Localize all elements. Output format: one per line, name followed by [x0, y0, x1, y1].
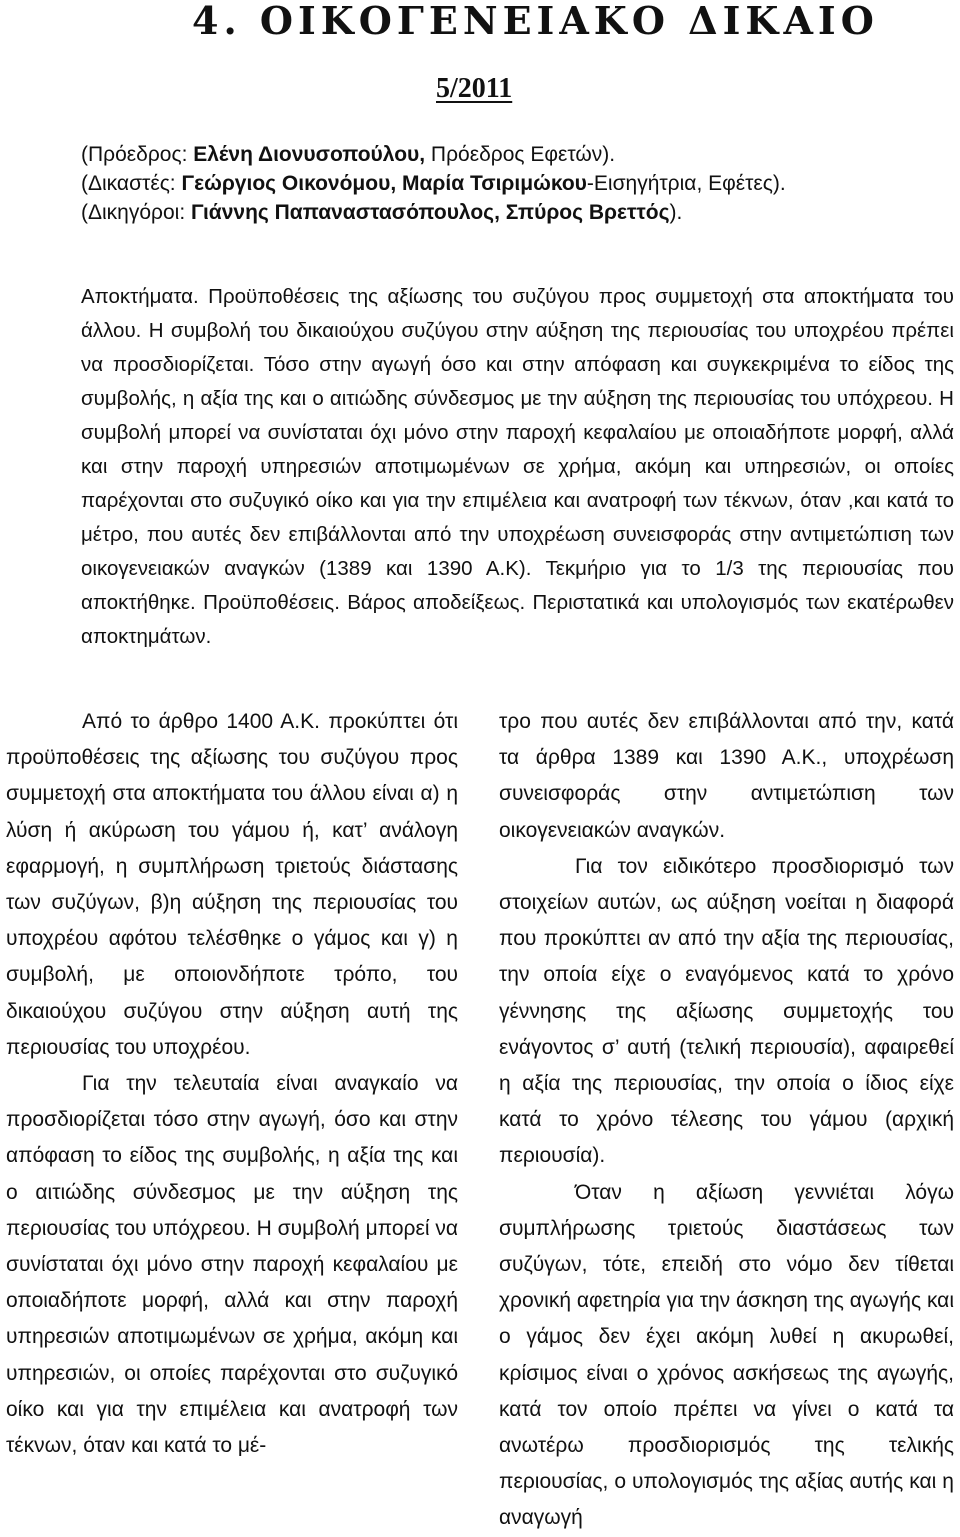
headnote-summary: Αποκτήματα. Προϋποθέσεις της αξίωσης του συζύγου προς συμμετοχή στα αποκτήματα του άλλου. Η συμβολή του δικαιούχου συζύγου στην αύξηση της περιουσίας του υποχρέου πρέπει να προσδιορίζεται. Τόσο στην αγωγή όσο και στην απόφαση και συγκεκριμένα το είδος της συμβολής, η αξία της και ο αιτιώδης σύνδεσμος με την αύξηση της περιουσίας του υπόχρεου. Η συμβολή μπορεί να συνίσταται όχι μόνο στην παροχή κεφαλαίου με οποιαδήποτε μορφή, αλλά και στην παροχή υπηρεσιών αποτιμωμένων σε χρήμα, ακόμη και υπηρεσιών, οι οποίες παρέχονται στο συζυγικό οίκο και για την επιμέλεια και ανατροφή των τέκνων, όταν ,και κατά το μέτρο, που αυτές δεν επιβάλλονται από την υποχρέωση συνεισφοράς στην αντιμετώπιση των οικογενειακών αναγκών (1389 και 1390 Α.Κ). Τεκμήριο για το 1/3 της περιουσίας που αποκτήθηκε. Προϋποθέσεις. Βάρος αποδείξεως. Περιστατικά και υπολογισμός των εκατέρωθεν αποκτημάτων. — [81, 285, 954, 648]
body-paragraph: Όταν η αξίωση γεννιέται λόγω συμπλήρωσης τριετούς διαστάσεως των συζύγων, τότε, επειδή στο νόμο δεν τίθεται χρονική αφετηρία για την άσκηση της αγωγής και ο γάμος δεν έχει ακόμη λυθεί η ακυρωθεί, κρίσιμος είναι ο χρόνος ασκήσεως της αγωγής, κατά τον οποίο πρέπει να γίνει ο κατά τα ανωτέρω προσδιορισμός της τελικής περιουσίας, ο υπολογισμός της αξίας αυτής και η αναγωγή — [499, 1180, 954, 1530]
judges-suffix: -Εισηγήτρια, Εφέτες). — [586, 172, 786, 195]
court-composition — [81, 140, 786, 227]
lawyers-names: Γιάννης Παπαναστασόπουλος, Σπύρος Βρεττός — [191, 201, 670, 224]
lawyers-prefix: (Δικηγόροι: — [81, 201, 192, 224]
judges-names: Γεώργιος Οικονόμου, Μαρία Τσιριμώκου — [181, 172, 587, 195]
court-lawyers-line — [81, 198, 786, 227]
president-name: Ελένη Διονυσοπούλου, — [193, 143, 426, 166]
court-president-line — [81, 140, 786, 169]
case-number: 5/2011 — [436, 73, 513, 104]
judges-prefix: (Δικαστές: — [81, 172, 182, 195]
president-prefix: (Πρόεδρος: — [81, 143, 194, 166]
page-title: 4. ΟΙΚΟΓΕΝΕΙΑΚΟ ΔΙΚΑΙΟ — [192, 0, 879, 43]
body-paragraph: Από το άρθρο 1400 Α.Κ. προκύπτει ότι προϋποθέσεις της αξίωσης του συζύγου προς συμμετοχή στα αποκτήματα του άλλου είναι α) η λύση ή ακύρωση του γάμου ή, κατ’ ανάλογη εφαρμογή, η συμπλήρωση τριετούς διάστασης των συζύγων, β)η αύξηση της περιουσίας του υποχρέου αφότου τελέσθηκε ο γάμος και γ) η συμβολή, με οποιονδήποτε τρόπο, του δικαιούχου συζύγου στην αύξηση αυτή της περιουσίας του υποχρέου. — [6, 710, 458, 1059]
court-judges-line — [81, 169, 786, 198]
body-paragraph: Για τον ειδικότερο προσδιορισμό των στοιχείων αυτών, ως αύξηση νοείται η διαφορά που προκύπτει αν από την αξία της περιουσίας, την οποία είχε ο εναγόμενος κατά το χρόνο γέννησης της αξίωσης συμμετοχής του ενάγοντος σ’ αυτή (τελική περιουσία), αφαιρεθεί η αξία της περιουσίας, την οποία ο ίδιος είχε κατά το χρόνο τέλεσης του γάμου (αρχική περιουσία). — [499, 854, 954, 1168]
body-column-left — [6, 704, 458, 1464]
body-paragraph: Για την τελευταία είναι αναγκαίο να προσδιορίζεται τόσο στην αγωγή, όσο και στην απόφαση το είδος της συμβολής, η αξία της και ο αιτιώδης σύνδεσμος με την αύξηση της περιουσίας του υπόχρεου. Η συμβολή μπορεί να συνίσταται όχι μόνο στην παροχή κεφαλαίου με οποιαδήποτε μορφή, αλλά και στην παροχή υπηρεσιών αποτιμωμένων σε χρήμα, ακόμη και υπηρεσιών, οι οποίες παρέχονται στο συζυγικό οίκο και για την επιμέλεια και ανατροφή των τέκνων, όταν και κατά το μέ- — [6, 1072, 458, 1458]
body-column-right — [499, 704, 954, 1537]
president-suffix: Πρόεδρος Εφετών). — [425, 143, 616, 166]
body-paragraph-continued: τρο που αυτές δεν επιβάλλονται από την, κατά τα άρθρα 1389 και 1390 Α.Κ., υποχρέωση συνεισφοράς στην αντιμετώπιση των οικογενειακών αναγκών. — [499, 710, 954, 842]
lawyers-suffix: ). — [669, 201, 683, 224]
